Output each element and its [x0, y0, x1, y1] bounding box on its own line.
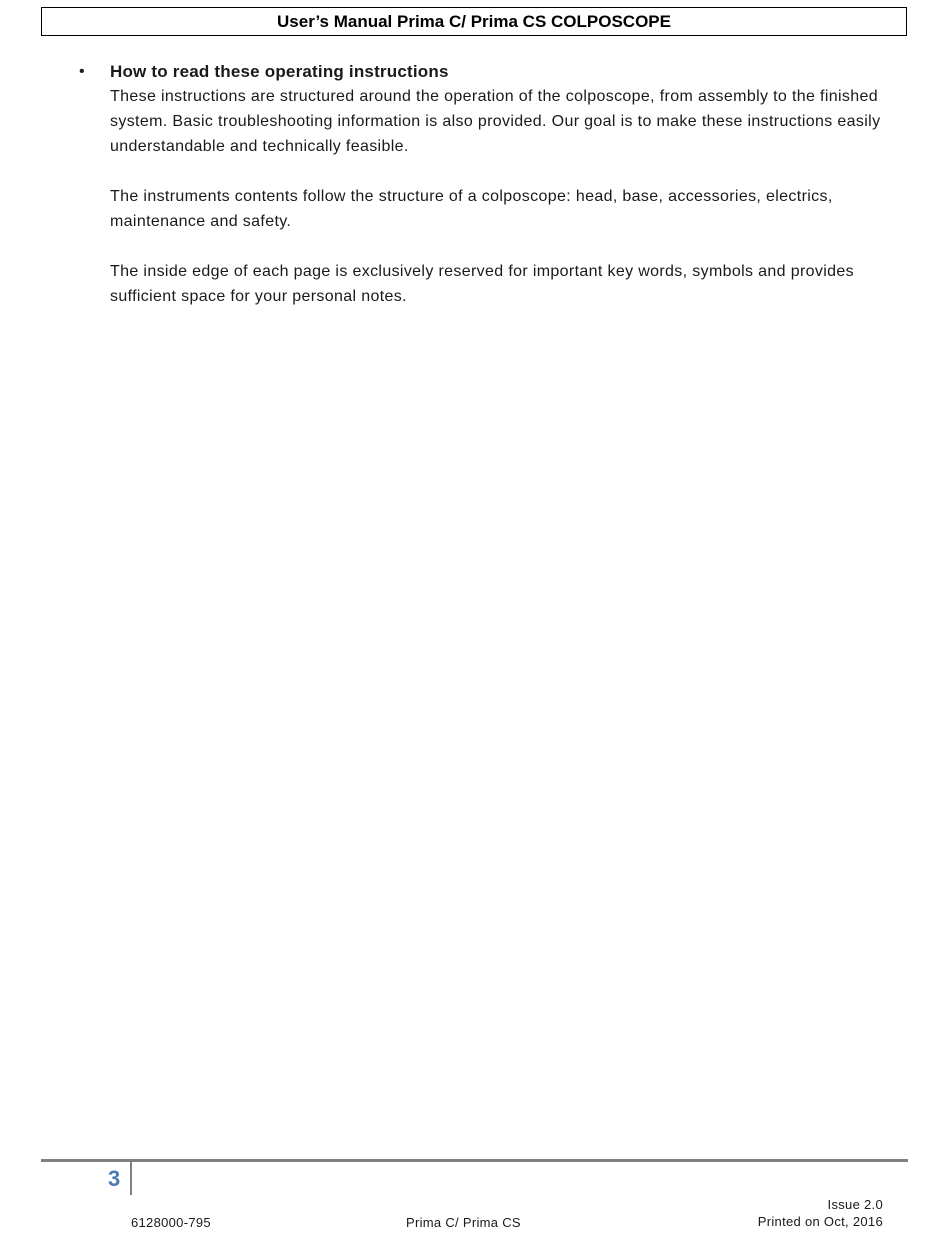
- printed-date: Printed on Oct, 2016: [757, 1214, 883, 1229]
- document-number: 6128000-795: [131, 1215, 211, 1230]
- paragraph-inside-edge: The inside edge of each page is exclusively reserved for important key words, symbols and provides sufficient space for your personal notes.: [110, 263, 854, 305]
- section-content: [79, 59, 900, 334]
- issue-block: [758, 1196, 883, 1230]
- section-heading: How to read these operating instructions: [110, 62, 449, 81]
- paragraph-intro: These instructions are structured around the operation of the colposcope, from assembly to the finished system. Basic troubleshooting information is also provided. Our goal is to make these instructions easily understandable and technically feasible.: [110, 88, 881, 155]
- page-number: 3: [108, 1166, 121, 1191]
- page-number-divider: [130, 1162, 132, 1195]
- product-name: Prima C/ Prima CS: [406, 1215, 521, 1230]
- header-title: User’s Manual Prima C/ Prima CS COLPOSCOPE: [277, 11, 671, 31]
- footer-rule: [41, 1159, 908, 1162]
- issue-label: Issue 2.0: [827, 1197, 883, 1212]
- paragraph-structure: The instruments contents follow the structure of a colposcope: head, base, accessories, electrics, maintenance and safety.: [110, 188, 833, 230]
- bullet-icon: •: [79, 63, 85, 80]
- header-box: [41, 7, 907, 36]
